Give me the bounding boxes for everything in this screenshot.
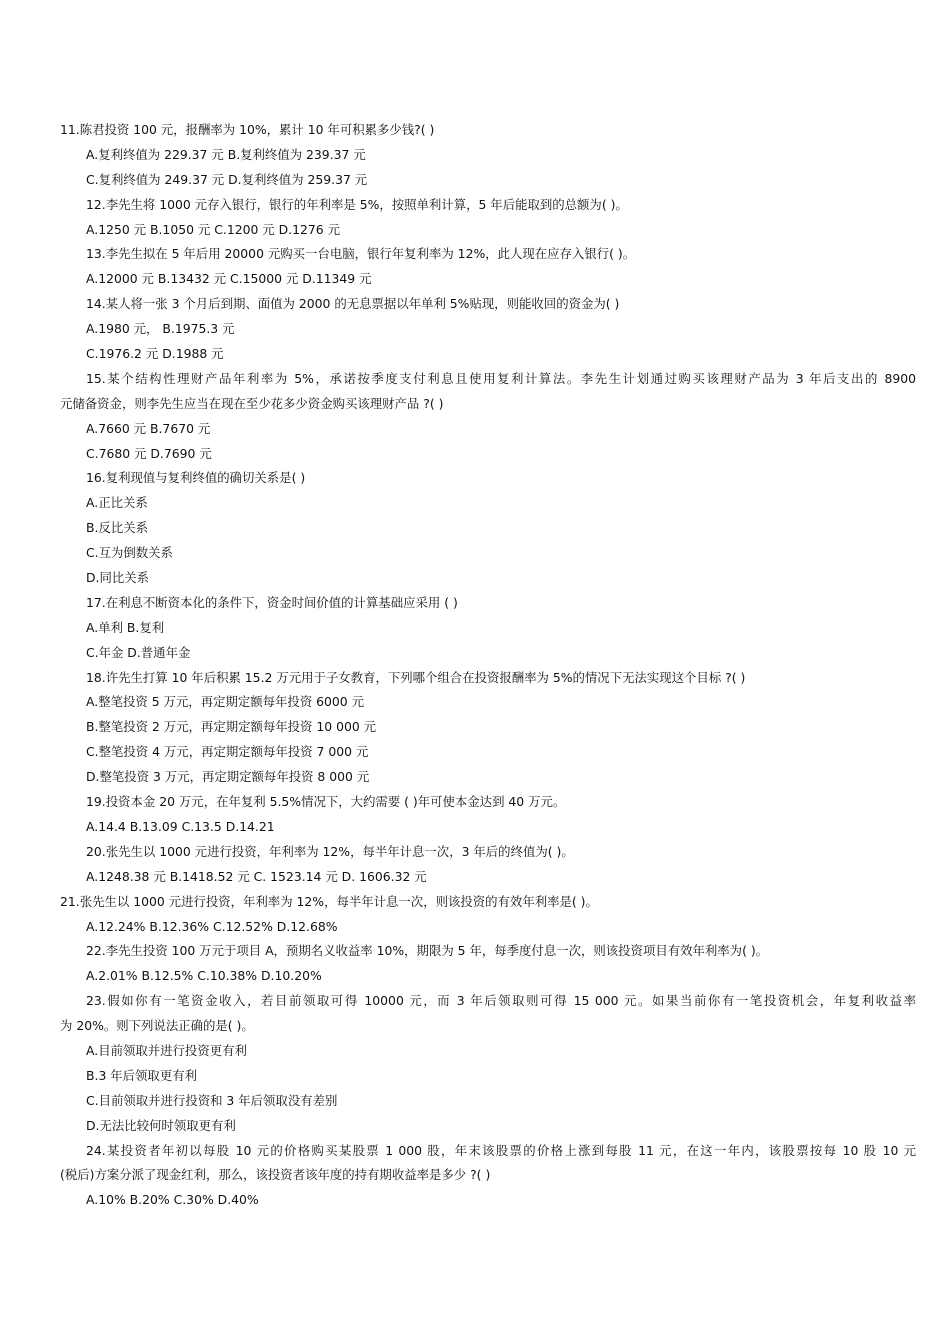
text-line: C.1976.2 元 D.1988 元 <box>86 346 224 362</box>
text-line: 15.某个结构性理财产品年利率为 5%，承诺按季度支付利息且使用复利计算法。李先生计划通过购买该理财产品为 3 年后支出的 8900 <box>86 370 916 386</box>
text-line: A.2.01% B.12.5% C.10.38% D.10.20% <box>86 968 322 984</box>
text-line: 14.某人将一张 3 个月后到期、面值为 2000 的无息票据以年单利 5%贴现，则能收回的资金为( ) <box>86 296 620 312</box>
text-line: A.单利 B.复利 <box>86 619 165 635</box>
text-line: B.反比关系 <box>86 520 149 536</box>
text-line: 16.复利现值与复利终值的确切关系是( ) <box>86 470 306 486</box>
question-list <box>0 118 950 1213</box>
text-line: A.12.24% B.12.36% C.12.52% D.12.68% <box>86 918 338 934</box>
text-line: A.1250 元 B.1050 元 C.1200 元 D.1276 元 <box>86 221 340 237</box>
text-line: D.同比关系 <box>86 570 150 586</box>
text-line: C.年金 D.普通年金 <box>86 644 191 660</box>
text-line: A.14.4 B.13.09 C.13.5 D.14.21 <box>86 818 275 834</box>
text-line: A.复利终值为 229.37 元 B.复利终值为 239.37 元 <box>86 146 366 162</box>
text-line: 为 20%。则下列说法正确的是( )。 <box>60 1018 254 1034</box>
text-line: C.7680 元 D.7690 元 <box>86 445 212 461</box>
text-line: 17.在利息不断资本化的条件下，资金时间价值的计算基础应采用 ( ) <box>86 594 458 610</box>
text-line: 18.许先生打算 10 年后积累 15.2 万元用于子女教育，下列哪个组合在投资报酬率为 5%的情况下无法实现这个目标 ?( ) <box>86 669 746 685</box>
text-line: 19.投资本金 20 万元，在年复利 5.5%情况下，大约需要 ( )年可使本金达到 40 万元。 <box>86 794 566 810</box>
text-line: D.无法比较何时领取更有利 <box>86 1117 236 1133</box>
text-line: C.目前领取并进行投资和 3 年后领取没有差别 <box>86 1092 338 1108</box>
text-line: A.整笔投资 5 万元，再定期定额每年投资 6000 元 <box>86 694 365 710</box>
text-line: 24.某投资者年初以每股 10 元的价格购买某股票 1 000 股，年末该股票的价格上涨到每股 11 元，在这一年内，该股票按每 10 股 10 元 <box>86 1142 916 1158</box>
text-line: 22.李先生投资 100 万元于项目 A，预期名义收益率 10%，期限为 5 年，每季度付息一次，则该投资项目有效年利率为( )。 <box>86 943 769 959</box>
text-line: B.3 年后领取更有利 <box>86 1067 197 1083</box>
text-line: 11.陈君投资 100 元，报酬率为 10%，累计 10 年可积累多少钱?( ) <box>60 122 435 137</box>
text-line: C.复利终值为 249.37 元 D.复利终值为 259.37 元 <box>86 171 368 187</box>
text-line: A.10% B.20% C.30% D.40% <box>86 1192 259 1208</box>
text-line: A.1248.38 元 B.1418.52 元 C. 1523.14 元 D. 1606.32 元 <box>86 868 427 884</box>
text-line: 元储备资金，则李先生应当在现在至少花多少资金购买该理财产品 ?( ) <box>60 395 444 411</box>
text-line: 13.李先生拟在 5 年后用 20000 元购买一台电脑，银行年复利率为 12%，此人现在应存入银行( )。 <box>86 246 636 262</box>
text-line: A.目前领取并进行投资更有利 <box>86 1042 247 1058</box>
text-line: 23.假如你有一笔资金收入，若目前领取可得 10000 元，而 3 年后领取则可得 15 000 元。如果当前你有一笔投资机会，年复利收益率 <box>86 993 916 1009</box>
text-line: A.12000 元 B.13432 元 C.15000 元 D.11349 元 <box>86 271 372 287</box>
text-line: A.正比关系 <box>86 495 148 511</box>
text-line: (税后)方案分派了现金红利，那么，该投资者该年度的持有期收益率是多少 ?( ) <box>60 1167 491 1183</box>
text-line: C.互为倒数关系 <box>86 545 173 561</box>
text-line: 21.张先生以 1000 元进行投资，年利率为 12%，每半年计息一次，则该投资的有效年利率是( )。 <box>60 893 598 909</box>
text-line: D.整笔投资 3 万元，再定期定额每年投资 8 000 元 <box>86 769 370 785</box>
text-line: 20.张先生以 1000 元进行投资，年利率为 12%，每半年计息一次，3 年后的终值为( )。 <box>86 843 574 859</box>
text-line: A.1980 元， B.1975.3 元 <box>86 321 235 337</box>
text-line: 12.李先生将 1000 元存入银行，银行的年利率是 5%，按照单利计算，5 年后能取到的总额为( )。 <box>86 196 628 212</box>
text-line: C.整笔投资 4 万元，再定期定额每年投资 7 000 元 <box>86 744 369 760</box>
text-line: B.整笔投资 2 万元，再定期定额每年投资 10 000 元 <box>86 719 377 735</box>
text-line: A.7660 元 B.7670 元 <box>86 420 211 436</box>
